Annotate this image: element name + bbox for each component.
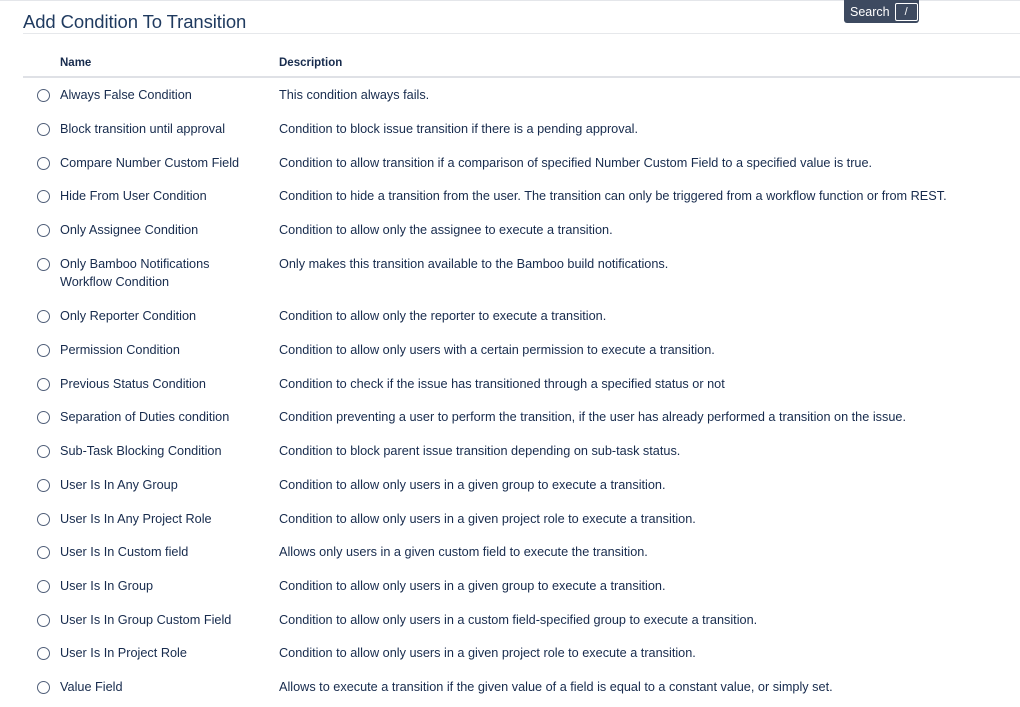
condition-name[interactable]: User Is In Project Role <box>60 646 187 660</box>
condition-radio[interactable] <box>37 681 50 694</box>
title-divider <box>23 33 1020 34</box>
condition-description: Condition to allow transition if a comparison of specified Number Custom Field to a specified value is true. <box>279 156 873 170</box>
condition-name[interactable]: User Is In Any Project Role <box>60 512 212 526</box>
condition-name[interactable]: Block transition until approval <box>60 122 226 136</box>
condition-radio[interactable] <box>37 310 50 323</box>
condition-name[interactable]: Value Field <box>60 680 123 694</box>
condition-name[interactable]: Only Assignee Condition <box>60 223 199 237</box>
condition-description: Condition to allow only the assignee to execute a transition. <box>279 223 613 237</box>
condition-radio[interactable] <box>37 123 50 136</box>
condition-radio[interactable] <box>37 513 50 526</box>
condition-radio[interactable] <box>37 647 50 660</box>
condition-name[interactable]: User Is In Group Custom Field <box>60 613 232 627</box>
condition-description: Allows only users in a given custom field to execute the transition. <box>279 545 648 559</box>
condition-description: Condition to block issue transition if there is a pending approval. <box>279 122 638 136</box>
search-label: Search <box>850 4 890 19</box>
condition-radio[interactable] <box>37 614 50 627</box>
condition-description: Condition preventing a user to perform the transition, if the user has already performed a transition on the issue. <box>279 410 906 424</box>
condition-description: Condition to allow only users in a given group to execute a transition. <box>279 579 666 593</box>
search-button[interactable] <box>844 0 919 23</box>
search-shortcut-key: / <box>895 3 918 21</box>
condition-radio[interactable] <box>37 89 50 102</box>
condition-description: Condition to hide a transition from the user. The transition can only be triggered from a workflow function or from REST. <box>279 189 947 203</box>
condition-name[interactable]: Separation of Duties condition <box>60 410 230 424</box>
condition-description: Condition to allow only the reporter to execute a transition. <box>279 309 607 323</box>
condition-name[interactable]: User Is In Any Group <box>60 478 178 492</box>
condition-radio[interactable] <box>37 546 50 559</box>
condition-name[interactable]: Always False Condition <box>60 88 192 102</box>
page-title: Add Condition To Transition <box>23 11 247 32</box>
condition-radio[interactable] <box>37 378 50 391</box>
condition-description: Condition to allow only users with a certain permission to execute a transition. <box>279 343 715 357</box>
condition-description: Condition to allow only users in a given project role to execute a transition. <box>279 512 696 526</box>
condition-radio[interactable] <box>37 224 50 237</box>
header-divider <box>23 76 1020 78</box>
condition-name[interactable]: Only Reporter Condition <box>60 309 197 323</box>
condition-name[interactable]: User Is In Custom field <box>60 545 189 559</box>
condition-description: Allows to execute a transition if the given value of a field is equal to a constant value, or simply set. <box>279 680 833 694</box>
column-header-name: Name <box>60 57 92 69</box>
condition-name[interactable]: Sub-Task Blocking Condition <box>60 444 222 458</box>
column-header-description: Description <box>279 57 343 69</box>
condition-name[interactable]: Only Bamboo Notifications Workflow Condition <box>60 257 210 289</box>
condition-description: Condition to allow only users in a given project role to execute a transition. <box>279 646 696 660</box>
condition-description: Condition to allow only users in a custom field-specified group to execute a transition. <box>279 613 758 627</box>
condition-radio[interactable] <box>37 258 50 271</box>
condition-description: Condition to block parent issue transition depending on sub-task status. <box>279 444 681 458</box>
condition-radio[interactable] <box>37 157 50 170</box>
condition-radio[interactable] <box>37 479 50 492</box>
condition-description: This condition always fails. <box>279 88 430 102</box>
condition-radio[interactable] <box>37 580 50 593</box>
condition-radio[interactable] <box>37 344 50 357</box>
condition-name[interactable]: User Is In Group <box>60 579 154 593</box>
condition-name[interactable]: Permission Condition <box>60 343 180 357</box>
condition-name[interactable]: Previous Status Condition <box>60 377 206 391</box>
condition-name[interactable]: Compare Number Custom Field <box>60 156 240 170</box>
condition-name[interactable]: Hide From User Condition <box>60 189 207 203</box>
condition-radio[interactable] <box>37 411 50 424</box>
condition-radio[interactable] <box>37 190 50 203</box>
condition-description: Only makes this transition available to the Bamboo build notifications. <box>279 257 669 271</box>
condition-description: Condition to check if the issue has transitioned through a specified status or not <box>279 377 725 391</box>
condition-description: Condition to allow only users in a given group to execute a transition. <box>279 478 666 492</box>
condition-radio[interactable] <box>37 445 50 458</box>
